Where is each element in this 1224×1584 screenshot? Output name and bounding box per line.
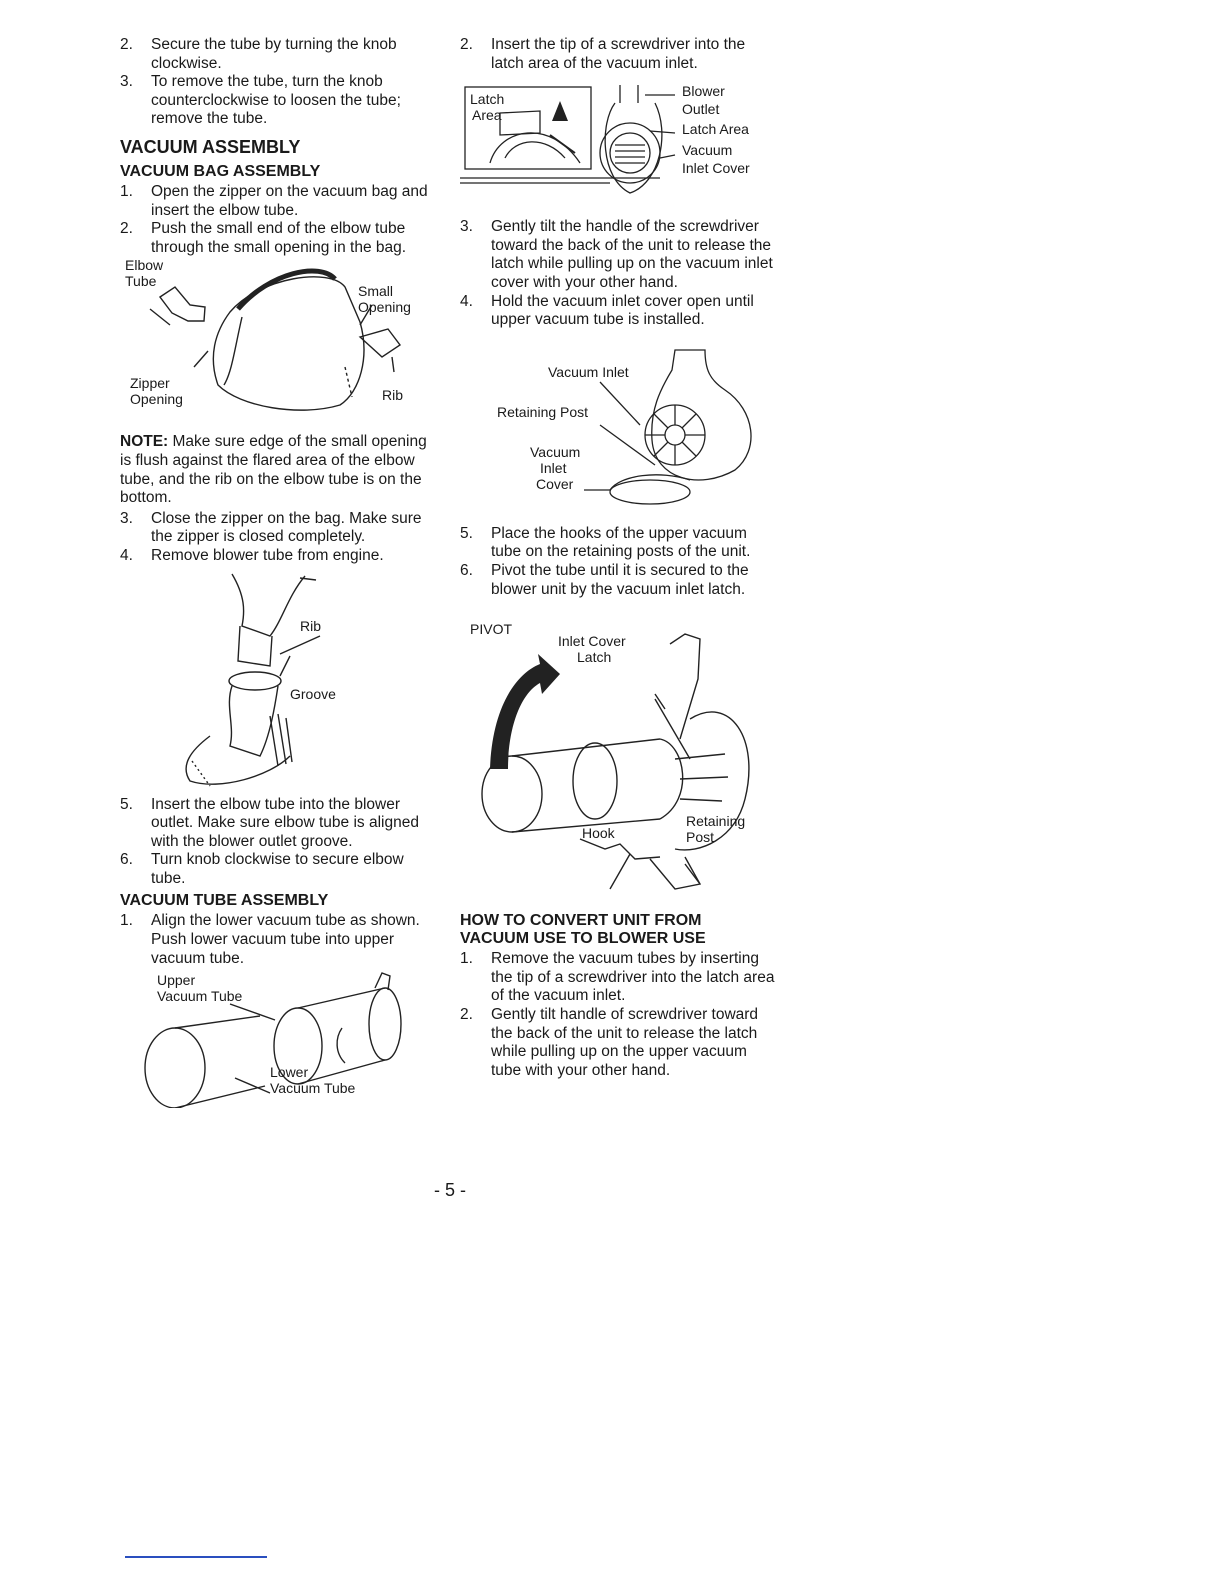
vacuum-inlet-illustration — [460, 330, 780, 525]
instruction-step: 3. Gently tilt the handle of the screwdriver toward the back of the unit to release the latch while pulling up on the vacuum inlet cover with your other hand. — [460, 218, 773, 291]
blower-outlet-drawing — [120, 566, 435, 796]
instruction-step: 6. Turn knob clockwise to secure elbow tube. — [120, 851, 404, 887]
label-groove: Groove — [290, 685, 336, 702]
label-post: Post — [686, 829, 715, 846]
latch-area-illustration — [460, 83, 780, 218]
label-small-opening: Opening — [358, 299, 411, 316]
instruction-step: 3. Close the zipper on the bag. Make sure the zipper is closed completely. — [120, 509, 422, 546]
instruction-step: 2. Push the small end of the elbow tube through the small opening in the bag. — [120, 220, 407, 256]
right-column — [460, 36, 780, 1080]
pivot-illustration — [460, 599, 780, 904]
label-vacuum: Vacuum — [682, 142, 733, 159]
label-retaining: Retaining — [686, 813, 746, 830]
label-elbow: Elbow — [125, 257, 164, 274]
label-lower: Lower — [270, 1064, 309, 1081]
instruction-step: 4. Remove blower tube from engine. — [120, 546, 384, 564]
label-upper: Upper — [157, 972, 196, 989]
page-number: - 5 - — [433, 1180, 466, 1200]
instruction-step: 2. Secure the tube by turning the knob clockwise. — [120, 36, 397, 72]
label-pivot: PIVOT — [470, 621, 513, 638]
subsection-heading: VACUUM BAG ASSEMBLY — [120, 162, 321, 180]
label-area: Area — [472, 107, 502, 124]
label-latch-area: Latch Area — [682, 121, 749, 138]
label-blower: Blower — [682, 83, 725, 100]
left-column — [120, 36, 435, 1108]
blower-outlet-illustration — [120, 566, 435, 796]
label-latch: Latch — [577, 649, 612, 666]
instruction-step: 4. Hold the vacuum inlet cover open until upper vacuum tube is installed. — [460, 292, 754, 329]
label-hook: Hook — [582, 825, 615, 842]
label-inlet-cover: Inlet Cover — [682, 160, 750, 177]
label-cover: Cover — [536, 475, 574, 492]
instruction-step: 2. Insert the tip of a screwdriver into the latch area of the vacuum inlet. — [460, 36, 746, 72]
instruction-step: 1. Align the lower vacuum tube as shown. Push lower vacuum tube into upper vacuum tube. — [120, 912, 420, 967]
vacuum-inlet-drawing — [460, 330, 780, 525]
label-zipper-opening: Opening — [130, 391, 183, 408]
label-vacuum: Vacuum — [530, 443, 581, 460]
instruction-step: 1. Open the zipper on the vacuum bag and insert the elbow tube. — [120, 182, 428, 219]
label-vacuum-inlet: Vacuum Inlet — [548, 363, 629, 380]
section-heading: VACUUM ASSEMBLY — [120, 136, 301, 157]
instruction-step: 5. Place the hooks of the upper vacuum tube on the retaining posts of the unit. — [460, 524, 751, 561]
instruction-step: 5. Insert the elbow tube into the blower outlet. Make sure elbow tube is aligned with the blower outlet groove. — [120, 795, 419, 850]
label-outlet: Outlet — [682, 101, 720, 118]
label-inlet-cover: Inlet Cover — [558, 633, 626, 650]
instruction-step: 3. To remove the tube, turn the knob counterclockwise to loosen the tube; remove the tube. — [120, 73, 401, 128]
label-lower-vacuum-tube: Vacuum Tube — [270, 1080, 356, 1097]
vacuum-bag-illustration — [120, 257, 435, 427]
label-zipper: Zipper — [130, 375, 170, 392]
subsection-heading: HOW TO CONVERT UNIT FROM — [460, 912, 702, 930]
subsection-heading: VACUUM TUBE ASSEMBLY — [120, 892, 329, 910]
label-inlet: Inlet — [540, 459, 567, 476]
note-paragraph: NOTE: Make sure edge of the small opening is flush against the flared area of the elbow tube, and the rib on the elbow tube is on the bottom. — [120, 433, 427, 507]
instruction-step: 1. Remove the vacuum tubes by inserting the tip of a screwdriver into the latch area of the vacuum inlet. — [460, 950, 775, 1005]
instruction-step: 6. Pivot the tube until it is secured to the blower unit by the vacuum inlet latch. — [460, 561, 749, 598]
label-upper-vacuum-tube: Vacuum Tube — [157, 988, 243, 1005]
label-rib: Rib — [382, 387, 404, 404]
instruction-step: 2. Gently tilt handle of screwdriver toward the back of the unit to release the latch while pulling up on the upper vacuum tube with your other hand. — [460, 1005, 759, 1079]
footer-rule — [125, 1556, 267, 1558]
label-rib: Rib — [300, 617, 322, 634]
label-small: Small — [358, 283, 394, 300]
label-retaining-post: Retaining Post — [497, 403, 589, 420]
subsection-heading: VACUUM USE TO BLOWER USE — [460, 930, 706, 948]
label-latch: Latch — [470, 91, 505, 108]
label-tube: Tube — [125, 273, 157, 290]
vacuum-tubes-illustration — [120, 968, 435, 1108]
